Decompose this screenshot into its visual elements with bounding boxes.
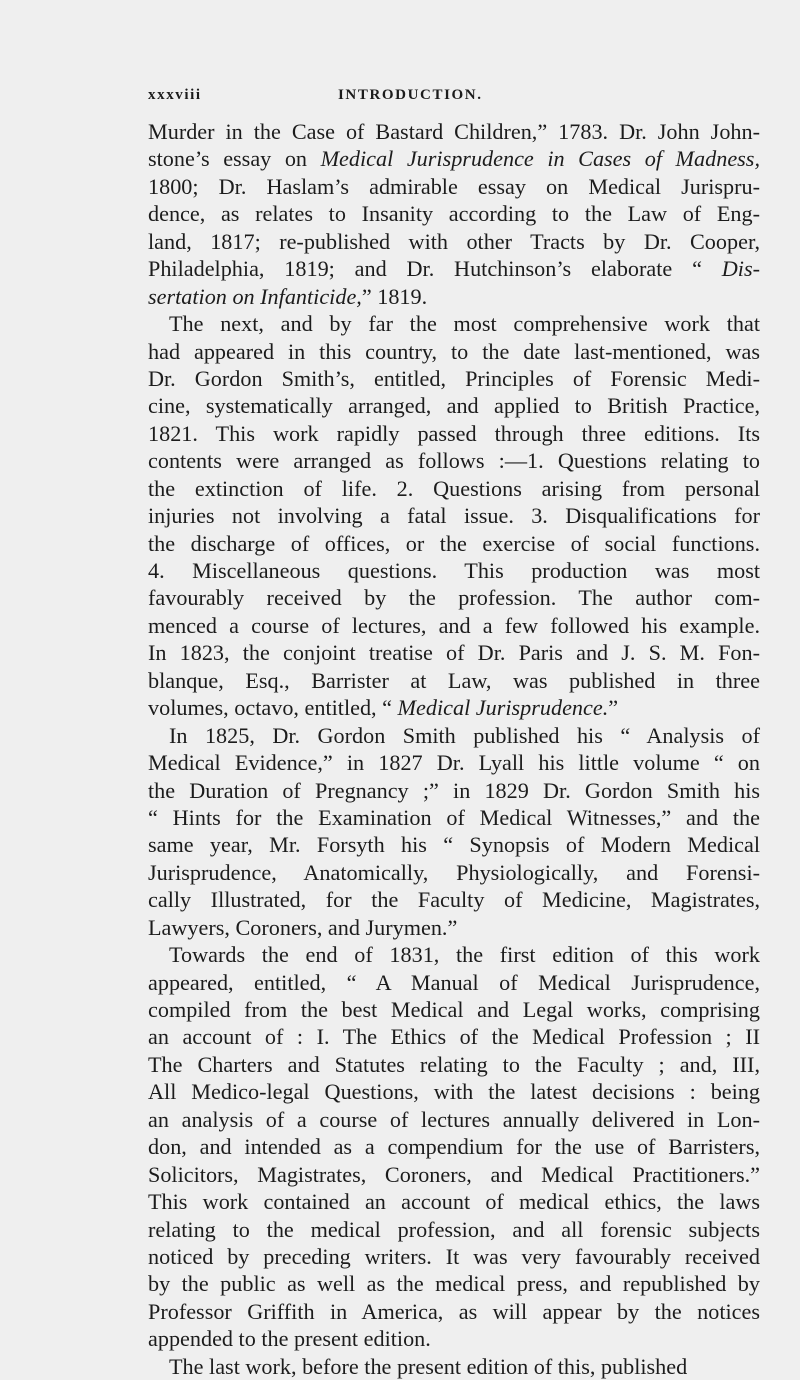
text-segment: ”: [608, 695, 619, 721]
text-line: [148, 1133, 760, 1160]
text-segment: In 1823, the conjoint treatise of Dr. Paris and J. S. M. Fon-: [148, 640, 760, 666]
text-segment: 1800; Dr. Haslam’s admirable essay on Medical Jurispru-: [148, 173, 760, 199]
text-segment: Dr. Gordon Smith’s, entitled, Principles of Forensic Medi-: [148, 365, 760, 391]
text-segment: ” 1819.: [361, 283, 428, 309]
text-line: [148, 1353, 760, 1380]
text-segment: contents were arranged as follows :—1. Questions relating to: [148, 448, 760, 474]
text-segment: the discharge of offices, or the exercise of social functions.: [148, 530, 760, 556]
text-segment: The next, and by far the most comprehensive work that: [169, 311, 760, 337]
text-segment: Medical Evidence,” in 1827 Dr. Lyall his little volume “ on: [148, 750, 760, 776]
text-line: [148, 804, 760, 831]
text-line: [148, 475, 760, 502]
text-line: [148, 420, 760, 447]
text-line: [148, 722, 760, 749]
text-segment: by the public as well as the medical press, and republished by: [148, 1271, 760, 1297]
text-segment: Solicitors, Magistrates, Coroners, and Medical Practitioners.”: [148, 1161, 760, 1187]
running-header: [148, 87, 758, 111]
text-segment: injuries not involving a fatal issue. 3. Disqualifications for: [148, 503, 760, 529]
text-segment: blanque, Esq., Barrister at Law, was published in three: [148, 667, 760, 693]
text-line: [148, 886, 760, 913]
text-segment: an analysis of a course of lectures annually delivered in Lon-: [148, 1106, 760, 1132]
text-line: [148, 612, 760, 639]
body-text: [148, 118, 760, 1380]
text-segment: the Duration of Pregnancy ;” in 1829 Dr. Gordon Smith his: [148, 777, 760, 803]
text-line: [148, 639, 760, 666]
text-line: [148, 941, 760, 968]
text-line: [148, 365, 760, 392]
text-segment: the extinction of life. 2. Questions arising from personal: [148, 475, 760, 501]
text-segment: an account of : I. The Ethics of the Medical Profession ; II: [148, 1024, 760, 1050]
text-line: [148, 1161, 760, 1188]
text-line: [148, 1188, 760, 1215]
text-segment: This work contained an account of medical ethics, the laws: [148, 1189, 760, 1215]
text-segment: stone’s essay on: [148, 146, 321, 172]
text-line: [148, 831, 760, 858]
text-line: [148, 173, 760, 200]
text-line: [148, 584, 760, 611]
text-line: [148, 557, 760, 584]
text-segment: In 1825, Dr. Gordon Smith published his “ Analysis of: [169, 722, 760, 748]
text-segment: All Medico-legal Questions, with the latest decisions : being: [148, 1079, 760, 1105]
text-segment: noticed by preceding writers. It was very favourably received: [148, 1243, 760, 1269]
text-line: [148, 118, 760, 145]
text-line: [148, 228, 760, 255]
text-segment: relating to the medical profession, and all forensic subjects: [148, 1216, 760, 1242]
text-line: [148, 1023, 760, 1050]
text-line: [148, 502, 760, 529]
text-line: [148, 145, 760, 172]
running-title: INTRODUCTION.: [338, 87, 483, 103]
text-line: [148, 749, 760, 776]
text-line: [148, 996, 760, 1023]
text-line: [148, 255, 760, 282]
text-line: [148, 859, 760, 886]
text-segment: appeared, entitled, “ A Manual of Medical Jurisprudence,: [148, 969, 760, 995]
text-segment: volumes, octavo, entitled, “: [148, 695, 398, 721]
text-segment: land, 1817; re-published with other Tracts by Dr. Cooper,: [148, 228, 760, 254]
page-number: xxxviii: [148, 87, 202, 103]
text-line: [148, 777, 760, 804]
text-line: [148, 1106, 760, 1133]
text-line: [148, 1216, 760, 1243]
text-line: [148, 200, 760, 227]
text-segment: cine, systematically arranged, and applied to British Practice,: [148, 393, 760, 419]
text-line: [148, 694, 760, 721]
text-line: [148, 969, 760, 996]
text-segment: Professor Griffith in America, as will appear by the notices: [148, 1298, 760, 1324]
text-line: [148, 283, 760, 310]
text-line: [148, 1298, 760, 1325]
text-line: [148, 1325, 760, 1352]
text-segment: had appeared in this country, to the date last-mentioned, was: [148, 338, 760, 364]
text-segment: menced a course of lectures, and a few followed his example.: [148, 612, 760, 638]
text-line: [148, 392, 760, 419]
text-line: [148, 1270, 760, 1297]
text-segment: “ Hints for the Examination of Medical Witnesses,” and the: [148, 804, 760, 830]
text-segment: dence, as relates to Insanity according to the Law of Eng-: [148, 201, 760, 227]
italic-text-segment: Dis-: [721, 256, 760, 282]
text-segment: Philadelphia, 1819; and Dr. Hutchinson’s elaborate “: [148, 256, 722, 282]
text-segment: Towards the end of 1831, the first edition of this work: [169, 942, 760, 968]
italic-text-segment: Medical Jurisprudence in Cases of Madness,: [320, 146, 760, 172]
text-line: [148, 1243, 760, 1270]
text-line: [148, 447, 760, 474]
text-segment: cally Illustrated, for the Faculty of Medicine, Magistrates,: [148, 887, 760, 913]
text-segment: Murder in the Case of Bastard Children,” 1783. Dr. John John-: [148, 119, 760, 144]
text-segment: The Charters and Statutes relating to the Faculty ; and, III,: [148, 1051, 760, 1077]
text-segment: same year, Mr. Forsyth his “ Synopsis of Modern Medical: [148, 832, 760, 858]
text-line: [148, 1078, 760, 1105]
text-line: [148, 310, 760, 337]
text-segment: don, and intended as a compendium for the use of Barristers,: [148, 1134, 760, 1160]
text-line: [148, 338, 760, 365]
text-segment: favourably received by the profession. The author com-: [148, 585, 760, 611]
text-segment: appended to the present edition.: [148, 1326, 431, 1352]
text-segment: Jurisprudence, Anatomically, Physiologically, and Forensi-: [148, 859, 760, 885]
text-segment: The last work, before the present edition of this, published: [169, 1353, 688, 1379]
text-segment: Lawyers, Coroners, and Jurymen.”: [148, 914, 458, 940]
italic-text-segment: sertation on Infanticide,: [148, 283, 362, 309]
italic-text-segment: Medical Jurisprudence.: [397, 695, 609, 721]
text-line: [148, 1051, 760, 1078]
text-line: [148, 667, 760, 694]
text-line: [148, 914, 760, 941]
text-segment: compiled from the best Medical and Legal works, comprising: [148, 997, 760, 1022]
text-line: [148, 530, 760, 557]
text-segment: 1821. This work rapidly passed through three editions. Its: [148, 420, 760, 446]
text-segment: 4. Miscellaneous questions. This production was most: [148, 558, 760, 583]
